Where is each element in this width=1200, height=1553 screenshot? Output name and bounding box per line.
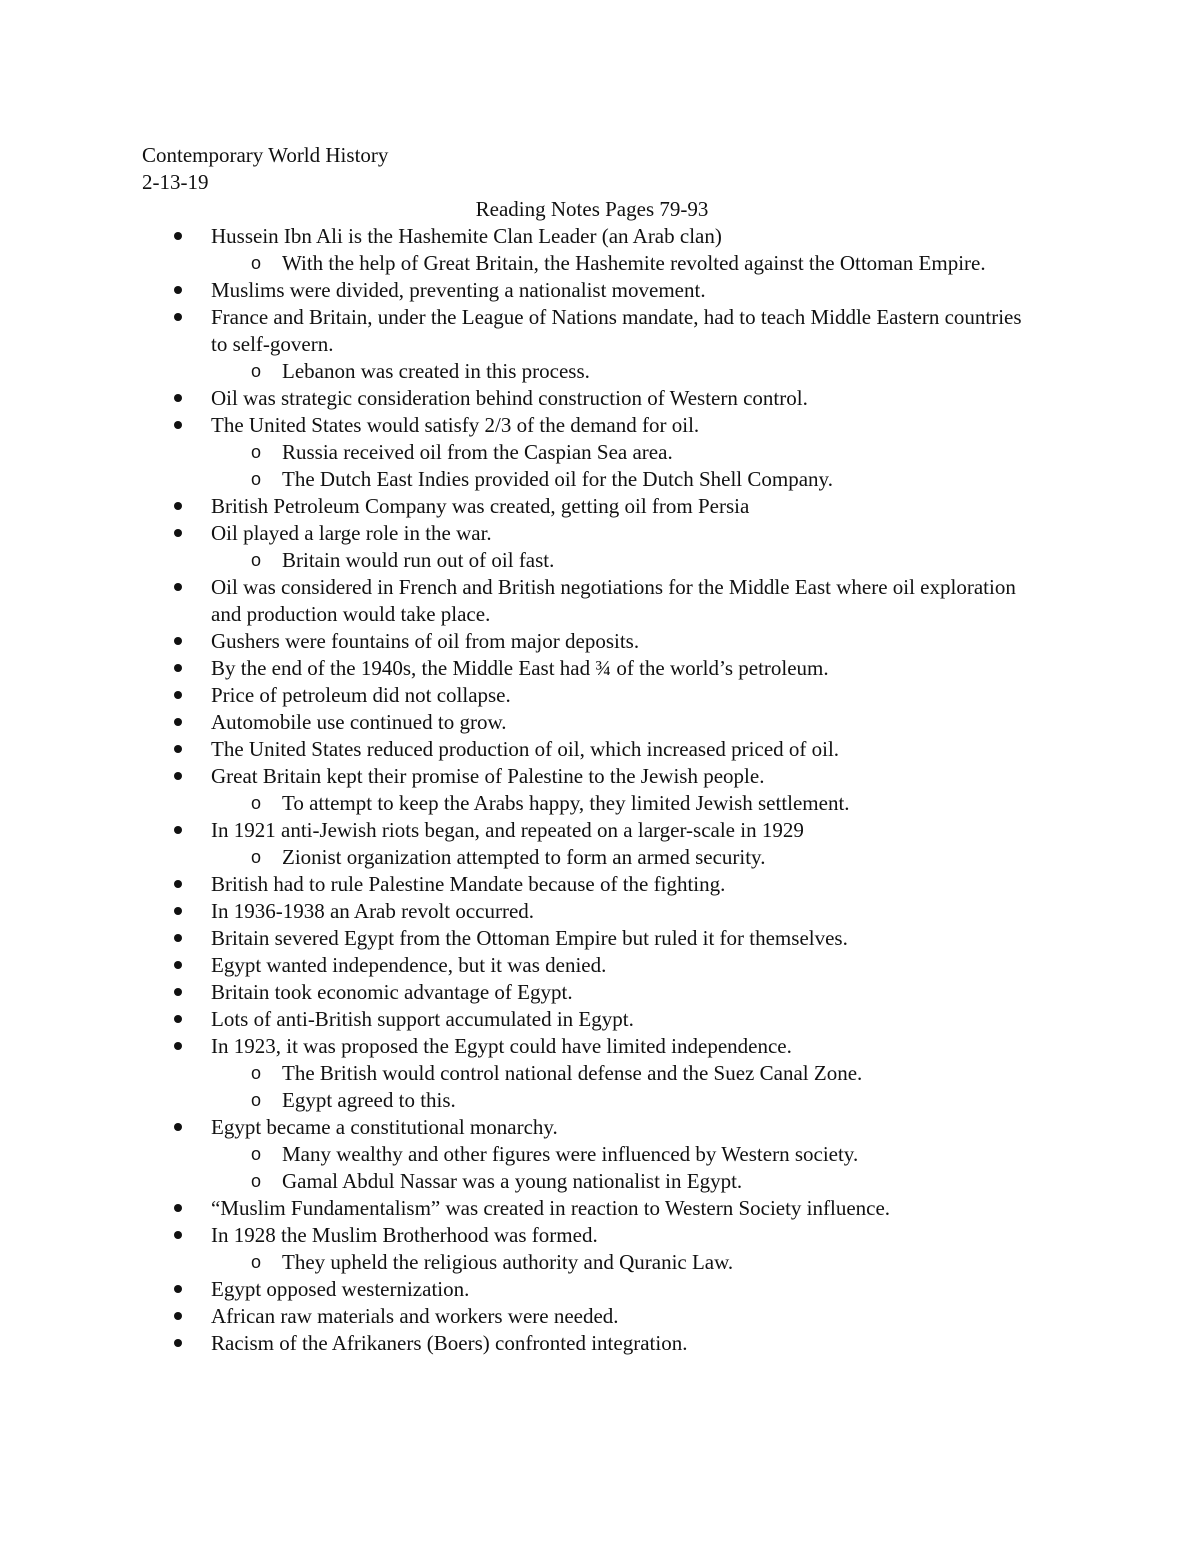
filled-circle-bullet-icon <box>168 655 188 682</box>
list-item-text: Hussein Ibn Ali is the Hashemite Clan Leader (an Arab clan) <box>211 224 722 248</box>
list-item <box>142 1114 1042 1141</box>
bullet-dot-shape <box>174 583 182 591</box>
list-item <box>142 385 1042 412</box>
filled-circle-bullet-icon <box>168 1033 188 1060</box>
list-item-text: Lots of anti-British support accumulated in Egypt. <box>211 1007 634 1031</box>
list-item-text: Oil was strategic consideration behind construction of Western control. <box>211 386 808 410</box>
sub-list-item-text: Zionist organization attempted to form an armed security. <box>282 845 766 869</box>
bullet-dot-shape <box>174 1231 182 1239</box>
filled-circle-bullet-icon <box>168 1222 188 1249</box>
sub-list-item-text: Britain would run out of oil fast. <box>282 548 555 572</box>
bullet-dot-shape <box>174 637 182 645</box>
list-item-text: Gushers were fountains of oil from major deposits. <box>211 629 640 653</box>
document-date: 2-13-19 <box>142 170 209 194</box>
filled-circle-bullet-icon <box>168 1330 188 1357</box>
list-item-text: Oil played a large role in the war. <box>211 521 492 545</box>
list-item-text: Egypt wanted independence, but it was denied. <box>211 953 607 977</box>
list-item <box>142 709 1042 736</box>
list-item <box>142 736 1042 763</box>
letter-o-bullet-icon: o <box>250 550 261 570</box>
list-item-text: British Petroleum Company was created, getting oil from Persia <box>211 494 750 518</box>
bullet-dot-shape <box>174 421 182 429</box>
list-item-text: Egypt opposed westernization. <box>211 1277 470 1301</box>
sub-list-item <box>142 358 1042 385</box>
bullet-dot-shape <box>174 664 182 672</box>
filled-circle-bullet-icon <box>168 1276 188 1303</box>
filled-circle-bullet-icon <box>168 925 188 952</box>
bullet-dot-shape <box>174 934 182 942</box>
list-item-text: Egypt became a constitutional monarchy. <box>211 1115 558 1139</box>
list-item <box>142 979 1042 1006</box>
list-item <box>142 412 1042 439</box>
list-item-text: In 1923, it was proposed the Egypt could have limited independence. <box>211 1034 792 1058</box>
filled-circle-bullet-icon <box>168 1303 188 1330</box>
bullet-dot-shape <box>174 529 182 537</box>
filled-circle-bullet-icon <box>168 223 188 250</box>
list-item-text: Oil was considered in French and British negotiations for the Middle East where oil exploration and production would take place. <box>211 575 1016 626</box>
list-item <box>142 1276 1042 1303</box>
bullet-dot-shape <box>174 718 182 726</box>
bullet-dot-shape <box>174 1285 182 1293</box>
sub-list-item <box>142 1141 1042 1168</box>
page-title: Reading Notes Pages 79-93 <box>475 197 709 221</box>
letter-o-bullet-icon: o <box>250 847 261 867</box>
filled-circle-bullet-icon <box>168 979 188 1006</box>
list-item-text: By the end of the 1940s, the Middle East had ¾ of the world’s petroleum. <box>211 656 829 680</box>
bullet-dot-shape <box>174 826 182 834</box>
sub-list-item-text: They upheld the religious authority and Quranic Law. <box>282 1250 734 1274</box>
letter-o-bullet-icon: o <box>250 1063 261 1083</box>
list-item <box>142 1222 1042 1249</box>
letter-o-bullet-icon: o <box>250 1252 261 1272</box>
bullet-dot-shape <box>174 313 182 321</box>
letter-o-bullet-icon: o <box>250 793 261 813</box>
sub-list-item <box>142 547 1042 574</box>
bullet-dot-shape <box>174 907 182 915</box>
sub-list-item <box>142 1249 1042 1276</box>
list-item <box>142 304 1042 358</box>
sub-list-item-text: Russia received oil from the Caspian Sea area. <box>282 440 673 464</box>
bullet-dot-shape <box>174 1123 182 1131</box>
sub-list-item <box>142 466 1042 493</box>
filled-circle-bullet-icon <box>168 1006 188 1033</box>
list-item <box>142 277 1042 304</box>
bullet-dot-shape <box>174 1312 182 1320</box>
list-item <box>142 871 1042 898</box>
filled-circle-bullet-icon <box>168 1195 188 1222</box>
sub-list-item <box>142 1087 1042 1114</box>
letter-o-bullet-icon: o <box>250 361 261 381</box>
list-item-text: Britain took economic advantage of Egypt. <box>211 980 573 1004</box>
filled-circle-bullet-icon <box>168 736 188 763</box>
list-item <box>142 574 1042 628</box>
bullet-dot-shape <box>174 691 182 699</box>
list-item <box>142 817 1042 844</box>
list-item-text: “Muslim Fundamentalism” was created in reaction to Western Society influence. <box>211 1196 891 1220</box>
sub-list-item-text: To attempt to keep the Arabs happy, they limited Jewish settlement. <box>282 791 850 815</box>
sub-list-item-text: Many wealthy and other figures were influenced by Western society. <box>282 1142 859 1166</box>
bullet-dot-shape <box>174 988 182 996</box>
filled-circle-bullet-icon <box>168 682 188 709</box>
filled-circle-bullet-icon <box>168 871 188 898</box>
bullet-dot-shape <box>174 745 182 753</box>
filled-circle-bullet-icon <box>168 493 188 520</box>
sub-list-item <box>142 844 1042 871</box>
list-item <box>142 655 1042 682</box>
letter-o-bullet-icon: o <box>250 253 261 273</box>
list-item-text: In 1928 the Muslim Brotherhood was formed. <box>211 1223 598 1247</box>
sub-list-item-text: The British would control national defense and the Suez Canal Zone. <box>282 1061 863 1085</box>
document-body <box>142 142 1042 1357</box>
filled-circle-bullet-icon <box>168 304 188 331</box>
list-item <box>142 223 1042 250</box>
list-item <box>142 1330 1042 1357</box>
filled-circle-bullet-icon <box>168 412 188 439</box>
course-name: Contemporary World History <box>142 143 389 167</box>
filled-circle-bullet-icon <box>168 709 188 736</box>
bullet-dot-shape <box>174 232 182 240</box>
sub-list-item <box>142 439 1042 466</box>
letter-o-bullet-icon: o <box>250 1090 261 1110</box>
filled-circle-bullet-icon <box>168 898 188 925</box>
sub-list-item <box>142 250 1042 277</box>
bullet-dot-shape <box>174 1204 182 1212</box>
filled-circle-bullet-icon <box>168 277 188 304</box>
list-item <box>142 628 1042 655</box>
list-item <box>142 763 1042 790</box>
list-item-text: Automobile use continued to grow. <box>211 710 507 734</box>
filled-circle-bullet-icon <box>168 574 188 601</box>
bullet-dot-shape <box>174 286 182 294</box>
sub-list-item-text: The Dutch East Indies provided oil for the Dutch Shell Company. <box>282 467 833 491</box>
list-item <box>142 1033 1042 1060</box>
list-item-text: The United States reduced production of oil, which increased priced of oil. <box>211 737 840 761</box>
bullet-dot-shape <box>174 1015 182 1023</box>
sub-list-item-text: Egypt agreed to this. <box>282 1088 456 1112</box>
sub-list-item <box>142 1168 1042 1195</box>
list-item <box>142 520 1042 547</box>
list-item <box>142 952 1042 979</box>
filled-circle-bullet-icon <box>168 1114 188 1141</box>
letter-o-bullet-icon: o <box>250 469 261 489</box>
letter-o-bullet-icon: o <box>250 1171 261 1191</box>
list-item <box>142 1303 1042 1330</box>
bullet-dot-shape <box>174 961 182 969</box>
list-item <box>142 682 1042 709</box>
list-item <box>142 898 1042 925</box>
list-item-text: The United States would satisfy 2/3 of the demand for oil. <box>211 413 700 437</box>
notes-list <box>142 223 1042 1357</box>
sub-list-item-text: With the help of Great Britain, the Hashemite revolted against the Ottoman Empire. <box>282 251 986 275</box>
list-item-text: Great Britain kept their promise of Palestine to the Jewish people. <box>211 764 765 788</box>
filled-circle-bullet-icon <box>168 520 188 547</box>
sub-list-item <box>142 1060 1042 1087</box>
list-item-text: France and Britain, under the League of Nations mandate, had to teach Middle Eastern countries to self-govern. <box>211 305 1022 356</box>
bullet-dot-shape <box>174 1339 182 1347</box>
sub-list-item <box>142 790 1042 817</box>
letter-o-bullet-icon: o <box>250 442 261 462</box>
filled-circle-bullet-icon <box>168 817 188 844</box>
filled-circle-bullet-icon <box>168 628 188 655</box>
filled-circle-bullet-icon <box>168 763 188 790</box>
list-item <box>142 493 1042 520</box>
list-item-text: In 1936-1938 an Arab revolt occurred. <box>211 899 535 923</box>
bullet-dot-shape <box>174 772 182 780</box>
list-item-text: In 1921 anti-Jewish riots began, and repeated on a larger-scale in 1929 <box>211 818 804 842</box>
list-item-text: British had to rule Palestine Mandate because of the fighting. <box>211 872 726 896</box>
list-item-text: Racism of the Afrikaners (Boers) confronted integration. <box>211 1331 688 1355</box>
bullet-dot-shape <box>174 394 182 402</box>
list-item-text: Price of petroleum did not collapse. <box>211 683 511 707</box>
letter-o-bullet-icon: o <box>250 1144 261 1164</box>
bullet-dot-shape <box>174 880 182 888</box>
bullet-dot-shape <box>174 502 182 510</box>
list-item-text: Britain severed Egypt from the Ottoman Empire but ruled it for themselves. <box>211 926 848 950</box>
filled-circle-bullet-icon <box>168 952 188 979</box>
list-item <box>142 1006 1042 1033</box>
sub-list-item-text: Lebanon was created in this process. <box>282 359 590 383</box>
list-item <box>142 925 1042 952</box>
filled-circle-bullet-icon <box>168 385 188 412</box>
bullet-dot-shape <box>174 1042 182 1050</box>
list-item <box>142 1195 1042 1222</box>
list-item-text: African raw materials and workers were needed. <box>211 1304 619 1328</box>
sub-list-item-text: Gamal Abdul Nassar was a young nationalist in Egypt. <box>282 1169 743 1193</box>
list-item-text: Muslims were divided, preventing a nationalist movement. <box>211 278 706 302</box>
